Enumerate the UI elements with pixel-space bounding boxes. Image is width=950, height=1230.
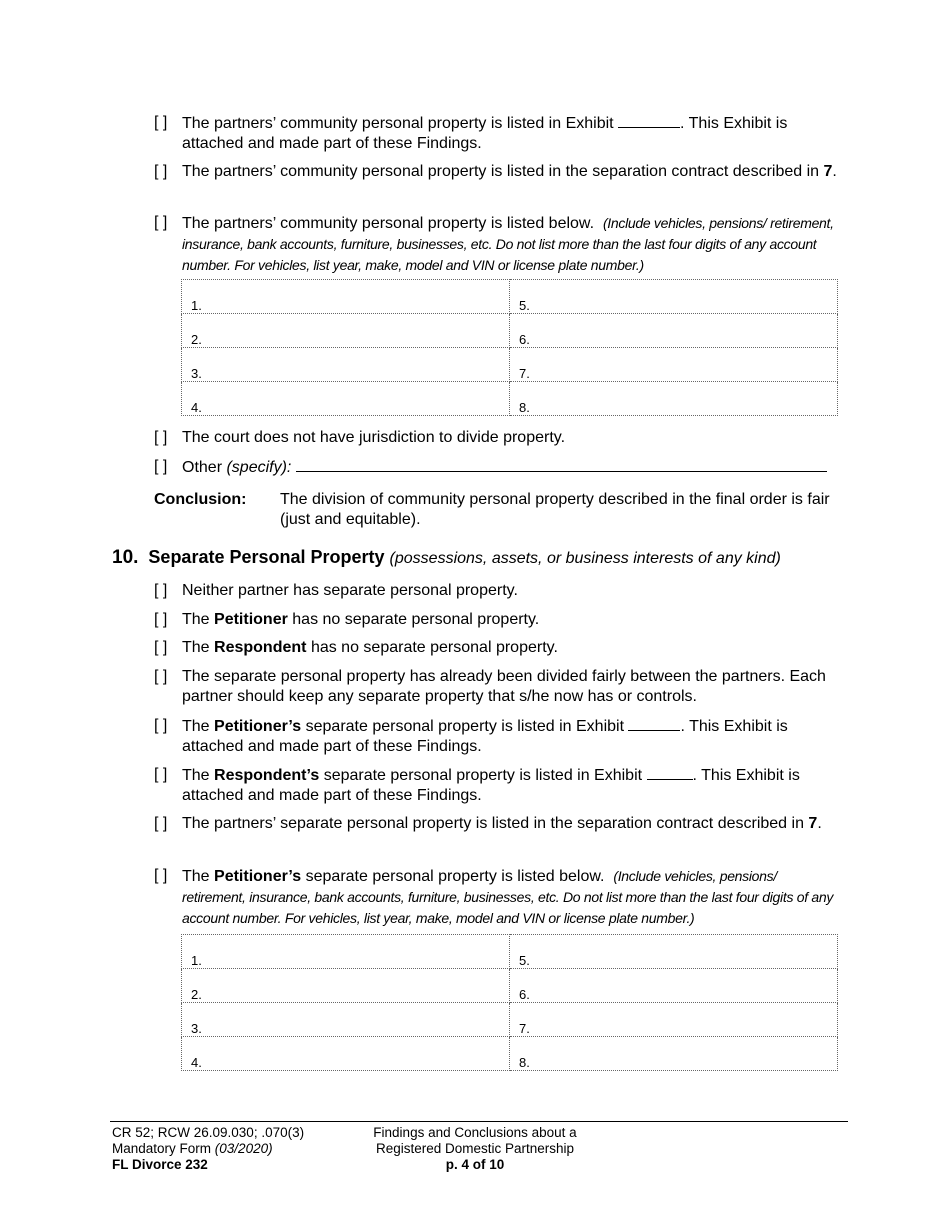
community-property-table <box>181 279 838 416</box>
already-divided-option <box>154 667 844 707</box>
exhibit-blank[interactable] <box>628 716 680 731</box>
table-cell[interactable]: 7. <box>510 1003 838 1037</box>
table-cell[interactable]: 5. <box>510 280 838 314</box>
petitioners-label: Petitioner’s <box>214 718 302 735</box>
specify-label: (specify): <box>226 459 292 476</box>
table-cell[interactable]: 8. <box>510 1037 838 1071</box>
option-text: separate personal property is listed in Exhibit <box>323 767 643 784</box>
period: . <box>817 815 822 832</box>
respondents-label: Respondent’s <box>214 767 320 784</box>
option-text: The partners’ separate personal property is listed in the separation contract described in <box>182 815 804 832</box>
table-cell[interactable]: 3. <box>182 1003 510 1037</box>
checkbox[interactable]: [ ] <box>154 611 168 628</box>
table-cell[interactable]: 8. <box>510 382 838 416</box>
footer-form-id: FL Divorce 232 <box>112 1157 208 1172</box>
table-row <box>182 314 838 348</box>
footer-title-line2: Registered Domestic Partnership <box>375 1141 575 1156</box>
community-exhibit-option <box>154 113 844 154</box>
option-text: separate personal property is listed in Exhibit <box>305 718 625 735</box>
other-label: Other <box>182 459 223 476</box>
table-row <box>182 1037 838 1071</box>
table-cell[interactable]: 4. <box>182 1037 510 1071</box>
checkbox[interactable]: [ ] <box>154 815 168 832</box>
option-text: The partners’ community personal property is listed in Exhibit <box>182 115 614 132</box>
option-text: . This Exhibit is attached and made part of these Findings. <box>182 115 788 152</box>
option-text: . This Exhibit is attached and made part of these Findings. <box>182 718 788 755</box>
table-row <box>182 969 838 1003</box>
checkbox[interactable]: [ ] <box>154 163 168 180</box>
table-row <box>182 935 838 969</box>
option-text: . This Exhibit is attached and made part of these Findings. <box>182 767 800 804</box>
conclusion-text: The division of community personal property described in the final order is fair (just and equitable). <box>280 491 830 528</box>
table-cell[interactable]: 6. <box>510 314 838 348</box>
page-number: p. 4 of 10 <box>445 1157 505 1172</box>
no-jurisdiction-option <box>154 428 844 448</box>
petitioner-below-option <box>154 866 844 929</box>
footer-date: (03/2020) <box>214 1141 273 1156</box>
separate-contract-option <box>154 814 844 834</box>
instruction-note: (Include vehicles, pensions/ retirement, insurance, bank accounts, furniture, businesses, etc. Do not list more than the last four digits of any account number. For vehicles, list year, make, model and VIN or license plate number.) <box>182 215 834 273</box>
petitioners-label: Petitioner’s <box>214 868 302 885</box>
checkbox[interactable]: [ ] <box>154 867 168 884</box>
exhibit-blank[interactable] <box>647 765 693 780</box>
footer-left <box>112 1125 304 1173</box>
conclusion <box>154 490 844 530</box>
section-number: 10. <box>112 547 139 568</box>
option-text: The court does not have jurisdiction to divide property. <box>182 429 566 446</box>
petitioner-exhibit-option <box>154 716 844 757</box>
checkbox[interactable]: [ ] <box>154 717 168 734</box>
checkbox[interactable]: [ ] <box>154 582 168 599</box>
respondent-exhibit-option <box>154 765 844 806</box>
table-row <box>182 382 838 416</box>
section-reference: 7 <box>808 815 818 832</box>
checkbox[interactable]: [ ] <box>154 458 168 475</box>
footer-mandatory: Mandatory Form <box>112 1141 212 1156</box>
option-text: The separate personal property has already been divided fairly between the partners. Each partner should keep any separate property that s/he now has or controls. <box>182 668 826 705</box>
option-text: Neither partner has separate personal property. <box>182 582 518 599</box>
option-text: has no separate personal property. <box>310 639 558 656</box>
option-text: has no separate personal property. <box>292 611 540 628</box>
table-cell[interactable]: 7. <box>510 348 838 382</box>
table-row <box>182 280 838 314</box>
footer-title-line1: Findings and Conclusions about a <box>373 1125 577 1140</box>
section-reference: 7 <box>823 163 833 180</box>
checkbox[interactable]: [ ] <box>154 429 168 446</box>
respondent-label: Respondent <box>214 639 307 656</box>
section-title: Separate Personal Property <box>148 547 385 567</box>
petitioner-label: Petitioner <box>214 611 288 628</box>
period: . <box>832 163 837 180</box>
community-below-option <box>154 213 844 276</box>
table-cell[interactable]: 4. <box>182 382 510 416</box>
table-cell[interactable]: 2. <box>182 314 510 348</box>
other-option <box>154 457 844 478</box>
checkbox[interactable]: [ ] <box>154 114 168 131</box>
community-contract-option <box>154 162 844 182</box>
table-cell[interactable]: 6. <box>510 969 838 1003</box>
separate-property-table <box>181 934 838 1071</box>
checkbox[interactable]: [ ] <box>154 639 168 656</box>
conclusion-label: Conclusion: <box>154 491 247 508</box>
option-text: The partners’ community personal property is listed below. <box>182 215 595 232</box>
respondent-none-option <box>154 638 844 658</box>
neither-option <box>154 581 844 601</box>
footer-rule: CR 52; RCW 26.09.030; .070(3) <box>112 1125 305 1140</box>
table-cell[interactable]: 1. <box>182 280 510 314</box>
table-row <box>182 1003 838 1037</box>
table-row <box>182 348 838 382</box>
option-text: separate personal property is listed below. <box>305 868 605 885</box>
other-specify-field[interactable] <box>296 457 827 472</box>
option-text: The partners’ community personal property is listed in the separation contract described in <box>182 163 820 180</box>
section-10-heading <box>112 547 781 569</box>
exhibit-blank[interactable] <box>618 113 680 128</box>
table-cell[interactable]: 5. <box>510 935 838 969</box>
petitioner-none-option <box>154 610 844 630</box>
table-cell[interactable]: 3. <box>182 348 510 382</box>
word-the: The <box>182 868 210 885</box>
word-the: The <box>182 718 210 735</box>
checkbox[interactable]: [ ] <box>154 766 168 783</box>
checkbox[interactable]: [ ] <box>154 214 168 231</box>
checkbox[interactable]: [ ] <box>154 668 168 685</box>
footer-center <box>360 1125 590 1173</box>
page-footer <box>110 1121 848 1172</box>
word-the: The <box>182 639 210 656</box>
instruction-note: (Include vehicles, pensions/ retirement, insurance, bank accounts, furniture, businesses, etc. Do not list more than the last four digits of any account number. For vehicles, list year, make, model and VIN or license plate number.) <box>182 868 834 926</box>
word-the: The <box>182 767 210 784</box>
word-the: The <box>182 611 210 628</box>
table-cell[interactable]: 1. <box>182 935 510 969</box>
table-cell[interactable]: 2. <box>182 969 510 1003</box>
section-subtitle: (possessions, assets, or business interests of any kind) <box>389 550 781 567</box>
